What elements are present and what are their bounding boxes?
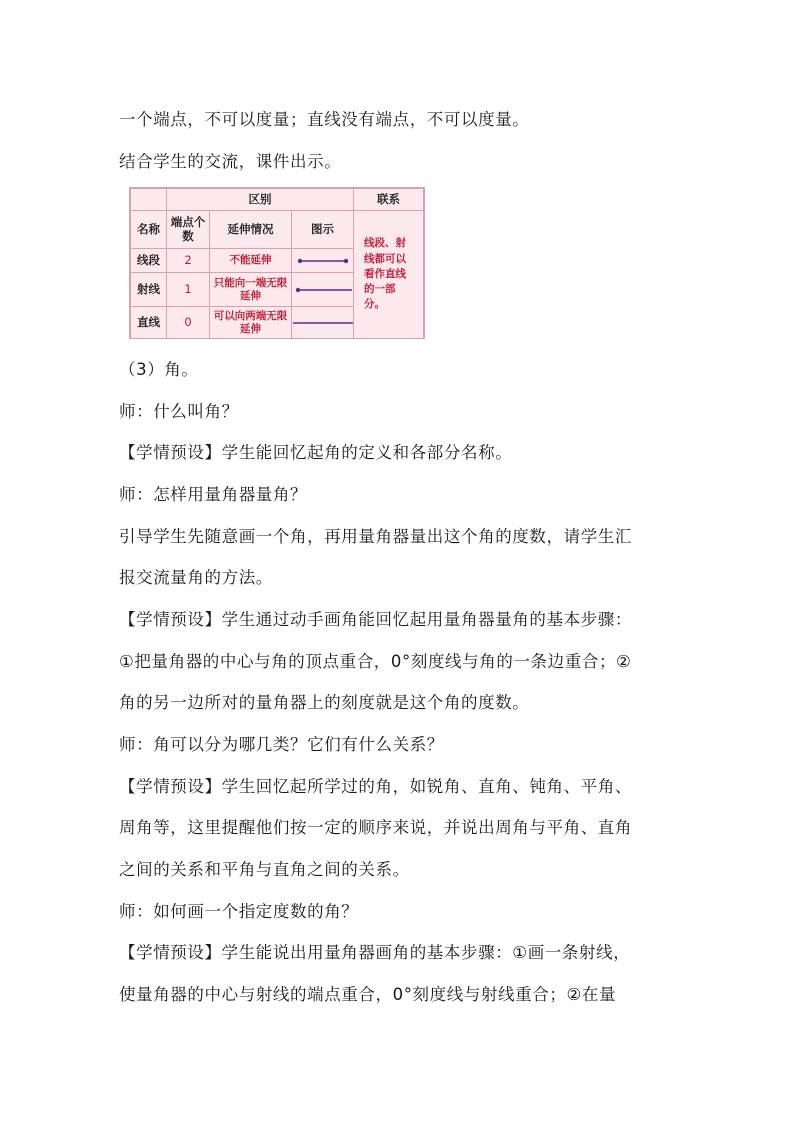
ray-figure (292, 273, 354, 307)
text-line: 师：角可以分为哪几类？它们有什么关系？ (119, 735, 444, 754)
col-extend-header: 延伸情况 (210, 211, 292, 249)
row-endpoints: 1 (167, 273, 210, 307)
col-endpoints-header: 端点个数 (167, 211, 210, 249)
text-line: ①把量角器的中心与角的顶点重合，0°刻度线与角的一条边重合；② (119, 652, 632, 671)
row-endpoints: 2 (167, 249, 210, 273)
table-corner-cell (131, 189, 167, 211)
row-extend: 可以向两端无限延伸 (210, 307, 292, 339)
text-line: 【学情预设】学生通过动手画角能回忆起用量角器量角的基本步骤： (119, 610, 632, 629)
segment-icon (296, 256, 350, 266)
text-line: 使量角器的中心与射线的端点重合，0°刻度线与射线重合；②在量 (119, 985, 617, 1004)
col-figure-header: 图示 (292, 211, 354, 249)
text-line: 之间的关系和平角与直角之间的关系。 (119, 860, 410, 879)
text-line: 师：怎样用量角器量角？ (119, 485, 308, 504)
line-figure (292, 307, 354, 339)
relation-cell: 线段、射线都可以看作直线的一部分。 (354, 211, 424, 339)
row-name: 直线 (131, 307, 167, 339)
text-line: 结合学生的交流，课件出示。 (119, 152, 342, 171)
header-diff: 区别 (167, 189, 354, 211)
ray-icon (294, 285, 352, 295)
text-line: 【学情预设】学生回忆起所学过的角，如锐角、直角、钝角、平角、 (119, 777, 632, 796)
row-extend: 不能延伸 (210, 249, 292, 273)
row-name: 射线 (131, 273, 167, 307)
col-name-header: 名称 (131, 211, 167, 249)
text-line: 【学情预设】学生能回忆起角的定义和各部分名称。 (119, 443, 513, 462)
segment-figure (292, 249, 354, 273)
text-line: 师：如何画一个指定度数的角？ (119, 902, 359, 921)
text-line: 周角等，这里提醒他们按一定的顺序来说，并说出周角与平角、直角 (119, 818, 632, 837)
text-line: 【学情预设】学生能说出用量角器画角的基本步骤：①画一条射线， (119, 943, 631, 962)
comparison-table (129, 187, 425, 339)
text-line: （3）角。 (119, 360, 199, 379)
text-line: 一个端点，不可以度量；直线没有端点，不可以度量。 (119, 110, 530, 129)
text-line: 引导学生先随意画一个角，再用量角器量出这个角的度数，请学生汇 (119, 527, 632, 546)
row-endpoints: 0 (167, 307, 210, 339)
text-line: 师：什么叫角？ (119, 402, 239, 421)
row-extend: 只能向一端无限延伸 (210, 273, 292, 307)
text-line: 角的另一边所对的量角器上的刻度就是这个角的度数。 (119, 693, 530, 712)
text-line: 报交流量角的方法。 (119, 568, 273, 587)
header-link: 联系 (354, 189, 424, 211)
row-name: 线段 (131, 249, 167, 273)
line-icon (293, 318, 353, 328)
